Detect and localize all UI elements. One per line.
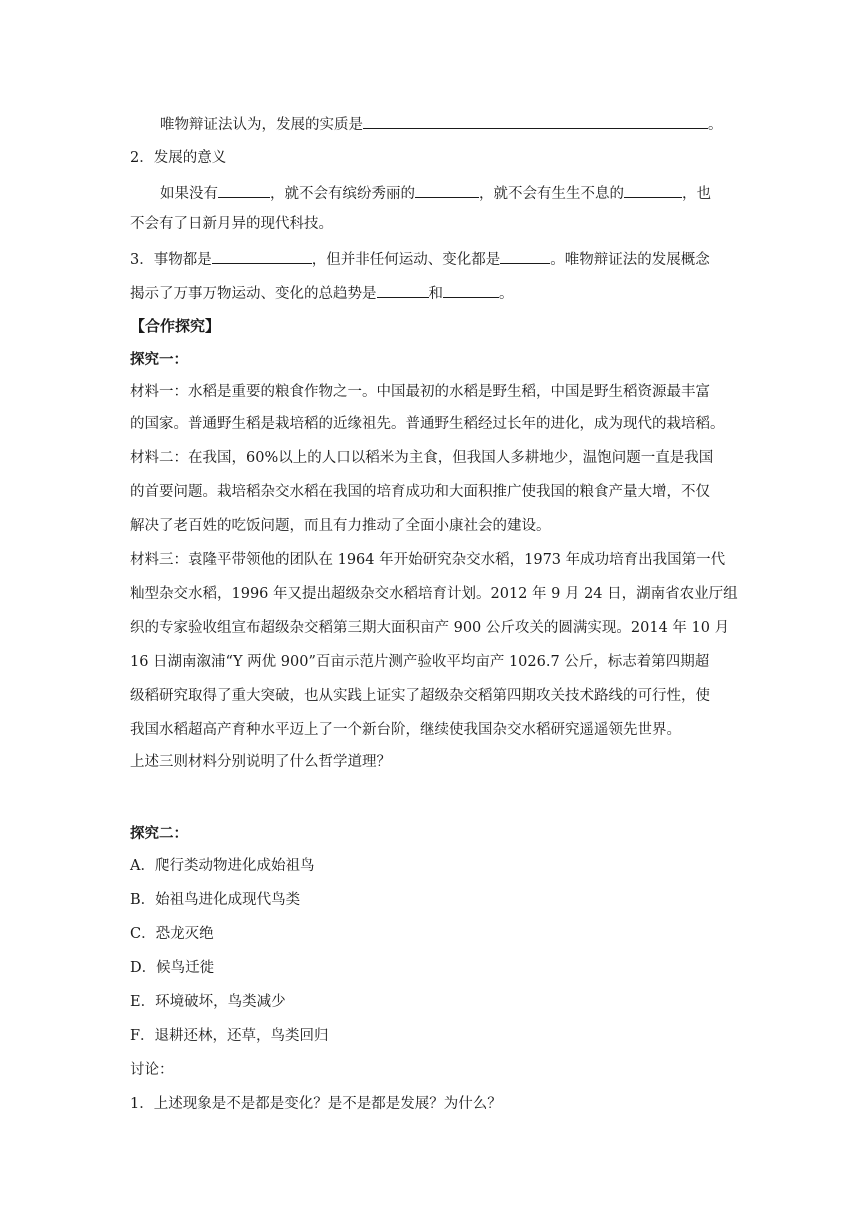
- option-item: D．候鸟迁徙: [130, 960, 215, 976]
- material3-line: 我国水稻超高产育种水平迈上了一个新台阶，继续使我国杂交水稻研究遥遥领先世界。: [130, 722, 681, 738]
- option-item: C．恐龙灭绝: [130, 926, 214, 942]
- item3-text-f: 。: [499, 286, 514, 302]
- answer-blank[interactable]: [415, 182, 479, 198]
- item2-text-d: ，也: [682, 186, 711, 202]
- material3-line: 16 日湖南溆浦“Y 两优 900”百亩示范片测产验收平均亩产 1026.7 公斤，标志着第四期超: [130, 654, 710, 670]
- discussion-question: 1．上述现象是不是都是变化？是不是都是发展？为什么？: [130, 1096, 502, 1112]
- discussion-title: 讨论：: [130, 1062, 174, 1078]
- answer-blank[interactable]: [218, 182, 270, 198]
- item3-text-c: 。唯物辩证法的发展概念: [550, 252, 710, 268]
- item3-text-d: 揭示了万事万物运动、变化的总趋势是: [130, 286, 377, 302]
- essence-text: 唯物辩证法认为，发展的实质是: [160, 117, 363, 133]
- item2-title: 2．发展的意义: [130, 150, 227, 166]
- essence-end: 。: [708, 117, 723, 133]
- answer-blank[interactable]: [624, 182, 682, 198]
- answer-blank[interactable]: [212, 248, 312, 264]
- material3-line: 级稻研究取得了重大突破，也从实践上证实了超级杂交稻第四期攻关技术路线的可行性，使: [130, 688, 710, 704]
- item2-text-a: 如果没有: [160, 186, 218, 202]
- option-item: E．环境破坏，鸟类减少: [130, 994, 286, 1010]
- inquiry1-title: 探究一：: [130, 351, 188, 368]
- option-item: A．爬行类动物进化成始祖鸟: [130, 858, 315, 874]
- item3-text-a: 3．事物都是: [130, 252, 212, 268]
- item2-text-b: ，就不会有缤纷秀丽的: [270, 186, 415, 202]
- answer-blank[interactable]: [500, 248, 550, 264]
- item2-text-c: ，就不会有生生不息的: [479, 186, 624, 202]
- item2-line2: 不会有了日新月异的现代科技。: [130, 216, 333, 232]
- item2-line1: [160, 182, 765, 204]
- item3-text-b: ，但并非任何运动、变化都是: [311, 252, 501, 268]
- answer-blank[interactable]: [443, 282, 499, 298]
- answer-blank[interactable]: [377, 282, 429, 298]
- material2-line: 的首要问题。栽培稻杂交水稻在我国的培育成功和大面积推广使我国的粮食产量大增，不仅: [130, 484, 710, 500]
- inquiry2-title: 探究二：: [130, 825, 188, 842]
- material1-line: 材料一：水稻是重要的粮食作物之一。中国最初的水稻是野生稻，中国是野生稻资源最丰富: [130, 384, 710, 400]
- material2-line: 解决了老百姓的吃饭问题，而且有力推动了全面小康社会的建设。: [130, 518, 551, 534]
- item3-line1: [130, 248, 735, 270]
- essence-line: [160, 113, 765, 135]
- cooperation-heading: 【合作探究】: [130, 317, 221, 335]
- material3-line: 籼型杂交水稻，1996 年又提出超级杂交水稻培育计划。2012 年 9 月 24 日，湖南省农业厅组: [130, 586, 738, 602]
- option-item: F．退耕还林，还草，鸟类回归: [130, 1028, 329, 1044]
- material3-line: 材料三：袁隆平带领他的团队在 1964 年开始研究杂交水稻，1973 年成功培育出我国第一代: [130, 552, 726, 568]
- material3-line: 织的专家验收组宣布超级杂交稻第三期大面积亩产 900 公斤攻关的圆满实现。2014 年 10 月: [130, 620, 730, 636]
- item3-text-e: 和: [428, 286, 443, 302]
- answer-blank[interactable]: [363, 113, 708, 129]
- material1-line: 的国家。普通野生稻是栽培稻的近缘祖先。普通野生稻经过长年的进化，成为现代的栽培稻。: [130, 416, 725, 432]
- item3-line2: [130, 282, 735, 304]
- question1: 上述三则材料分别说明了什么哲学道理？: [130, 754, 391, 770]
- material2-line: 材料二：在我国，60%以上的人口以稻米为主食，但我国人多耕地少，温饱问题一直是我国: [130, 450, 714, 466]
- option-item: B．始祖鸟进化成现代鸟类: [130, 892, 301, 908]
